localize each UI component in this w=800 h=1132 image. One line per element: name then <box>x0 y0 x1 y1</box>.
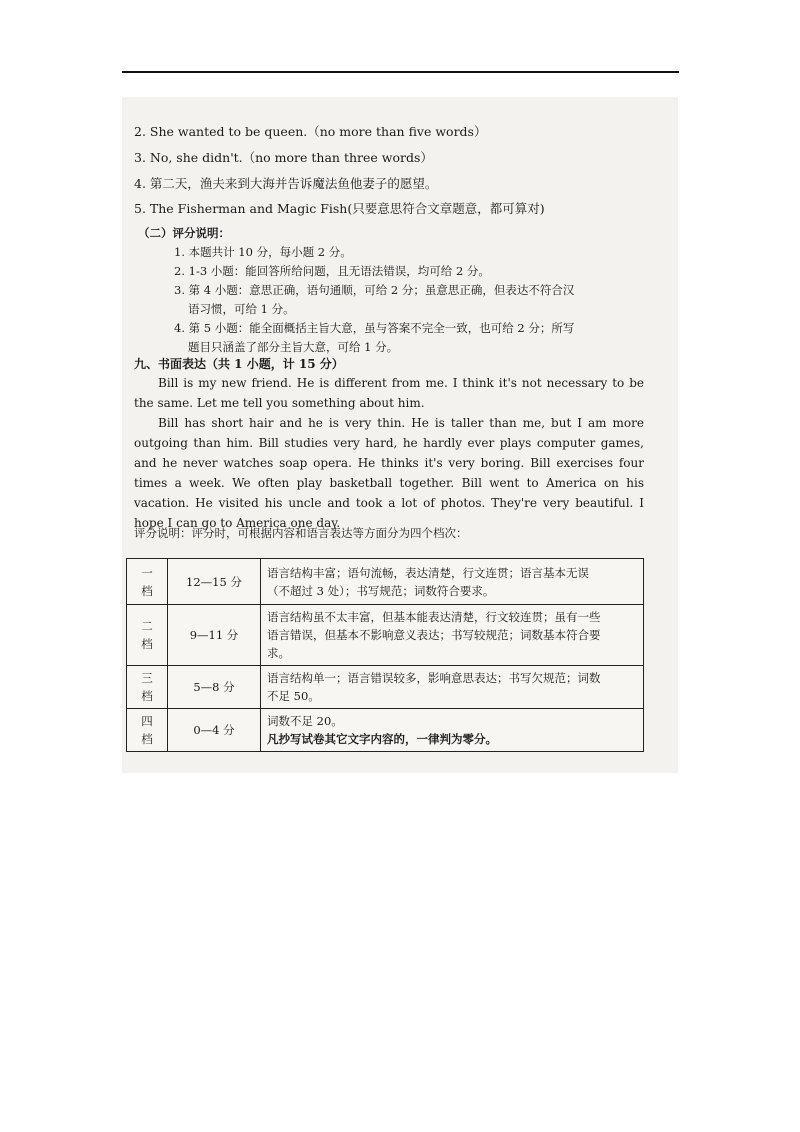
rubric-level: 二 档 <box>127 605 168 666</box>
rubric-score: 5—8 分 <box>168 666 261 709</box>
grading-title: （二）评分说明： <box>138 226 230 240</box>
answer-3: 3. No, she didn't.（no more than three words） <box>134 150 433 165</box>
grading-item-1: 1. 本题共计 10 分，每小题 2 分。 <box>174 245 352 259</box>
rubric-score: 9—11 分 <box>168 605 261 666</box>
rubric-description: 语言结构单一；语言错误较多，影响意思表达；书写欠规范；词数 不足 50。 <box>261 666 644 709</box>
rubric-row-1 <box>127 559 644 605</box>
answer-4: 4. 第二天，渔夫来到大海并告诉魔法鱼他妻子的愿望。 <box>134 176 438 191</box>
grading-item-4-cont: 题目只涵盖了部分主旨大意，可给 1 分。 <box>188 340 399 354</box>
rubric-row-3 <box>127 666 644 709</box>
rubric-description: 词数不足 20。 凡抄写试卷其它文字内容的，一律判为零分。 <box>261 709 644 752</box>
section-title: 九、书面表达（共 1 小题，计 15 分） <box>134 357 344 371</box>
rubric-intro: 评分说明：评分时，可根据内容和语言表达等方面分为四个档次： <box>134 526 468 540</box>
rubric-score: 12—15 分 <box>168 559 261 605</box>
essay-paragraph-1: Bill is my new friend. He is different from me. I think it's not necessary to be the same. Let me tell you something about him. <box>134 376 644 410</box>
sample-essay <box>134 373 644 533</box>
scoring-rubric-table <box>126 558 644 752</box>
rubric-level: 一 档 <box>127 559 168 605</box>
grading-item-2: 2. 1-3 小题：能回答所给问题，且无语法错误，均可给 2 分。 <box>174 264 490 278</box>
rubric-score: 0—4 分 <box>168 709 261 752</box>
rubric-level: 四 档 <box>127 709 168 752</box>
header-rule <box>122 71 679 73</box>
grading-item-3: 3. 第 4 小题：意思正确，语句通顺，可给 2 分；虽意思正确，但表达不符合汉 <box>174 283 575 297</box>
answer-2: 2. She wanted to be queen.（no more than five words） <box>134 124 487 139</box>
rubric-row-2 <box>127 605 644 666</box>
rubric-row-4 <box>127 709 644 752</box>
rubric-level: 三 档 <box>127 666 168 709</box>
rubric-description: 语言结构丰富；语句流畅，表达清楚，行文连贯；语言基本无误 （不超过 3 处）；书写规范；词数符合要求。 <box>261 559 644 605</box>
answer-5: 5. The Fisherman and Magic Fish(只要意思符合文章题意，都可算对) <box>134 201 545 216</box>
rubric-description: 语言结构虽不太丰富，但基本能表达清楚，行文较连贯；虽有一些 语言错误，但基本不影响意义表达；书写较规范；词数基本符合要 求。 <box>261 605 644 666</box>
essay-paragraph-2: Bill has short hair and he is very thin. He is taller than me, but I am more outgoing than him. Bill studies very hard, he hardly ever plays computer games, and he never watches soap opera. He thinks it's very boring. Bill exercises four times a week. We often play basketball together. Bill went to America on his vacation. He visited his uncle and took a lot of photos. They're very beautiful. I hope I can go to America one day. <box>134 416 644 530</box>
grading-item-4: 4. 第 5 小题：能全面概括主旨大意，虽与答案不完全一致，也可给 2 分；所写 <box>174 321 575 335</box>
grading-item-3-cont: 语习惯，可给 1 分。 <box>188 302 295 316</box>
